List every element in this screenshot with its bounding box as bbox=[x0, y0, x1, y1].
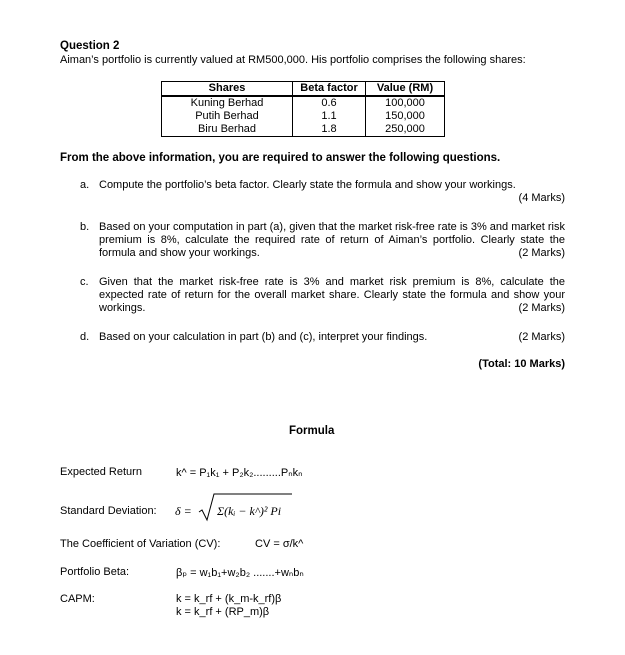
std-dev-lhs: δ = bbox=[175, 504, 192, 518]
rm-value: 100,000 bbox=[366, 96, 445, 110]
table-row bbox=[162, 123, 445, 137]
beta-label: Portfolio Beta: bbox=[60, 566, 130, 578]
expected-return-formula: k^ = P₁k₁ + P₂k₂.........Pₙkₙ bbox=[176, 467, 303, 479]
table-row bbox=[162, 110, 445, 123]
table-header-row bbox=[162, 82, 445, 97]
share-name: Putih Berhad bbox=[162, 110, 293, 123]
capm-line-2: k = k_rf + (RP_m)β bbox=[176, 606, 270, 618]
rm-value: 150,000 bbox=[366, 110, 445, 123]
beta-value: 1.8 bbox=[293, 123, 366, 137]
cv-formula: CV = σ/k^ bbox=[255, 538, 304, 550]
beta-formula: βₚ = w₁b₁+w₂b₂ .......+wₙbₙ bbox=[176, 567, 304, 579]
share-name: Biru Berhad bbox=[162, 123, 293, 137]
cv-label: The Coefficient of Variation (CV): bbox=[60, 538, 221, 550]
question-intro: Aiman’s portfolio is currently valued at RM500,000. His portfolio comprises the following shares: bbox=[60, 54, 526, 66]
col-header-value: Value (RM) bbox=[366, 82, 445, 97]
question-title: Question 2 bbox=[60, 40, 120, 52]
col-header-shares: Shares bbox=[162, 82, 293, 97]
part-c-label: c. bbox=[80, 276, 89, 288]
part-b-marks: (2 Marks) bbox=[518, 247, 565, 259]
capm-label: CAPM: bbox=[60, 593, 95, 605]
share-name: Kuning Berhad bbox=[162, 96, 293, 110]
part-c-text: Given that the market risk-free rate is 3% and market risk premium is 8%, calculate the expected rate of return for the overall market share. Clearly state the formula and show your workings. bbox=[99, 276, 565, 314]
beta-value: 0.6 bbox=[293, 96, 366, 110]
part-a-marks: (4 Marks) bbox=[518, 192, 565, 204]
shares-table bbox=[161, 81, 445, 137]
table-row bbox=[162, 96, 445, 110]
capm-line-1: k = k_rf + (k_m-k_rf)β bbox=[176, 593, 282, 605]
expected-return-label: Expected Return bbox=[60, 466, 142, 478]
part-d-marks: (2 Marks) bbox=[518, 331, 565, 343]
rm-value: 250,000 bbox=[366, 123, 445, 137]
std-dev-label: Standard Deviation: bbox=[60, 505, 157, 517]
part-d-label: d. bbox=[80, 331, 90, 343]
formula-heading: Formula bbox=[289, 425, 335, 437]
instruction: From the above information, you are required to answer the following questions. bbox=[60, 152, 501, 164]
part-d-text: Based on your calculation in part (b) and (c), interpret your findings. bbox=[99, 331, 428, 343]
part-b-label: b. bbox=[80, 221, 90, 233]
col-header-beta: Beta factor bbox=[293, 82, 366, 97]
part-c-marks: (2 Marks) bbox=[518, 302, 565, 314]
total-marks: (Total: 10 Marks) bbox=[478, 358, 565, 370]
std-dev-radicand: Σ(kᵢ − k^)² Pi bbox=[217, 504, 282, 518]
part-a-label: a. bbox=[80, 179, 90, 191]
part-b-text: Based on your computation in part (a), given that the market risk-free rate is 3% and market risk premium is 8%, calculate the required rate of return of Aiman’s portfolio. Clearly state the formula and show your workings. bbox=[99, 221, 565, 259]
beta-value: 1.1 bbox=[293, 110, 366, 123]
part-a-text: Compute the portfolio’s beta factor. Clearly state the formula and show your workings. bbox=[99, 179, 516, 191]
